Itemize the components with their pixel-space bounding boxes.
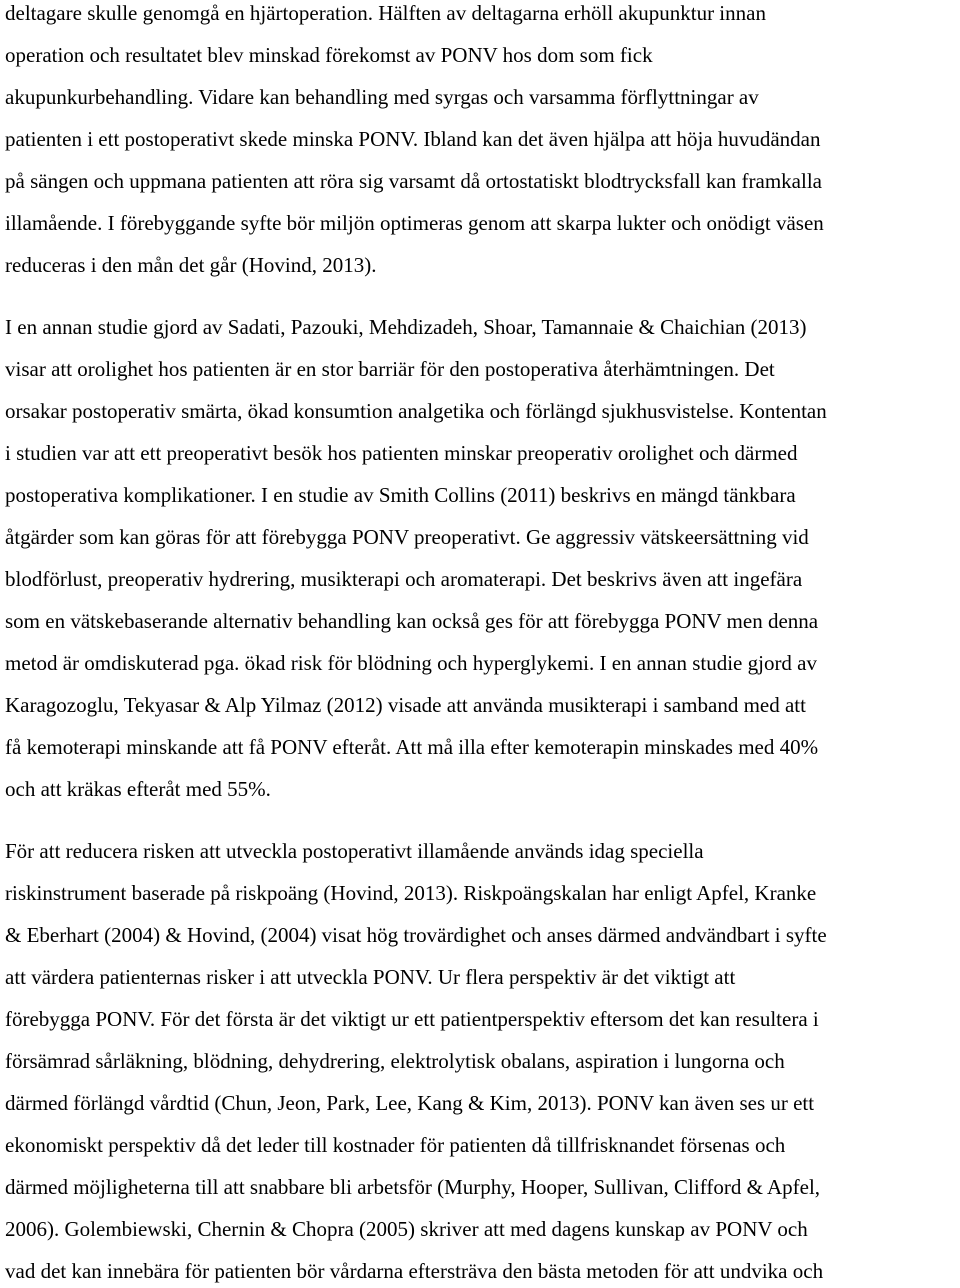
text-line: visar att orolighet hos patienten är en stor barriär för den postoperativa återhämtningen. Det <box>5 357 775 381</box>
text-line: att värdera patienternas risker i att utveckla PONV. Ur flera perspektiv är det viktigt att <box>5 965 736 989</box>
text-line: ekonomiskt perspektiv då det leder till kostnader för patienten då tillfrisknandet försenas och <box>5 1133 786 1157</box>
text-line: patienten i ett postoperativt skede minska PONV. Ibland kan det även hjälpa att höja huvudändan <box>5 127 821 151</box>
text-line: reduceras i den mån det går (Hovind, 2013). <box>5 253 377 277</box>
text-line: metod är omdiskuterad pga. ökad risk för blödning och hyperglykemi. I en annan studie gjord av <box>5 651 818 675</box>
text-line: deltagare skulle genomgå en hjärtoperation. Hälften av deltagarna erhöll akupunktur innan <box>5 1 766 25</box>
text-line: riskinstrument baserade på riskpoäng (Hovind, 2013). Riskpoängskalan har enligt Apfel, Kranke <box>5 881 817 905</box>
text-line: Karagozoglu, Tekyasar & Alp Yilmaz (2012) visade att använda musikterapi i samband med att <box>5 693 806 717</box>
text-line: i studien var att ett preoperativt besök hos patienten minskar preoperativ orolighet och därmed <box>5 441 798 465</box>
text-line: 2006). Golembiewski, Chernin & Chopra (2005) skriver att med dagens kunskap av PONV och <box>5 1217 808 1241</box>
text-line: därmed förlängd vårdtid (Chun, Jeon, Park, Lee, Kang & Kim, 2013). PONV kan även ses ur ett <box>5 1091 815 1115</box>
text-line: försämrad sårläkning, blödning, dehydrering, elektrolytisk obalans, aspiration i lungorna och <box>5 1049 785 1073</box>
text-line: därmed möjligheterna till att snabbare bli arbetsför (Murphy, Hooper, Sullivan, Clifford & Apfel, <box>5 1175 821 1199</box>
text-line: blodförlust, preoperativ hydrering, musikterapi och aromaterapi. Det beskrivs även att ingefära <box>5 567 803 591</box>
text-line: få kemoterapi minskande att få PONV efteråt. Att må illa efter kemoterapin minskades med 40% <box>5 735 819 759</box>
text-line: åtgärder som kan göras för att förebygga PONV preoperativt. Ge aggressiv vätskeersättning vid <box>5 525 809 549</box>
text-line: & Eberhart (2004) & Hovind, (2004) visat hög trovärdighet och anses därmed andvändbart i syfte <box>5 923 827 947</box>
text-line: För att reducera risken att utveckla postoperativt illamående används idag speciella <box>5 839 704 863</box>
text-line: postoperativa komplikationer. I en studie av Smith Collins (2011) beskrivs en mängd tänkbara <box>5 483 796 507</box>
text-line: förebygga PONV. För det första är det viktigt ur ett patientperspektiv eftersom det kan resultera i <box>5 1007 819 1031</box>
text-line: som en vätskebaserande alternativ behandling kan också ges för att förebygga PONV men denna <box>5 609 819 633</box>
text-line: operation och resultatet blev minskad förekomst av PONV hos dom som fick <box>5 43 653 67</box>
text-line: illamående. I förebyggande syfte bör miljön optimeras genom att skarpa lukter och onödigt väsen <box>5 211 824 235</box>
text-line: och att kräkas efteråt med 55%. <box>5 777 271 801</box>
text-line: akupunkurbehandling. Vidare kan behandling med syrgas och varsamma förflyttningar av <box>5 85 759 109</box>
text-line: på sängen och uppmana patienten att röra sig varsamt då ortostatiskt blodtrycksfall kan framkalla <box>5 169 822 193</box>
text-line: vad det kan innebära för patienten bör vårdarna eftersträva den bästa metoden för att undvika och <box>5 1259 824 1283</box>
text-line: I en annan studie gjord av Sadati, Pazouki, Mehdizadeh, Shoar, Tamannaie & Chaichian (2013) <box>5 315 807 339</box>
text-line: orsakar postoperativ smärta, ökad konsumtion analgetika och förlängd sjukhusvistelse. Kontentan <box>5 399 827 423</box>
